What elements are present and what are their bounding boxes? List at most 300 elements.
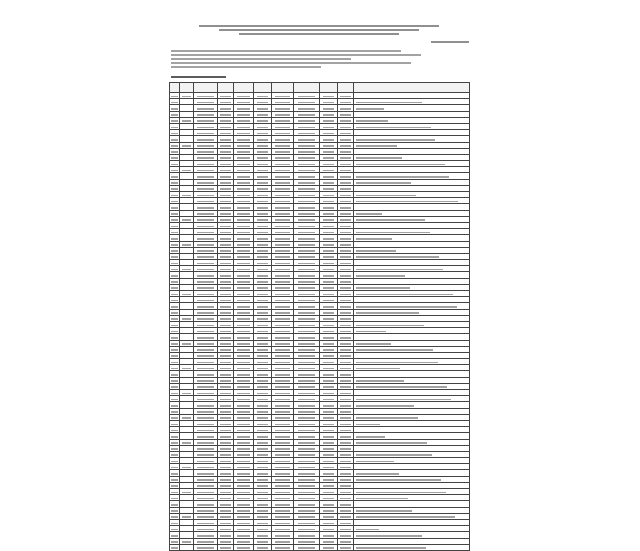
cell-text-placeholder	[340, 510, 351, 512]
cell-text-placeholder	[237, 318, 250, 320]
cell-text-placeholder	[257, 133, 269, 135]
cell-text-placeholder	[257, 176, 269, 178]
cell-text-placeholder	[197, 448, 213, 450]
cell-text-placeholder	[275, 325, 290, 327]
cell-text-placeholder	[237, 386, 250, 388]
cell-text-placeholder	[257, 374, 269, 376]
cell-text-placeholder	[220, 479, 231, 481]
cell-text-placeholder	[171, 355, 177, 357]
cell-text-placeholder	[237, 399, 250, 401]
cell-text-placeholder	[237, 411, 250, 413]
cell-text-placeholder	[171, 170, 177, 172]
cell-text-placeholder	[257, 120, 269, 122]
cell-text-placeholder	[323, 294, 335, 296]
cell-text-placeholder	[356, 238, 392, 240]
cell-text-placeholder	[340, 145, 351, 147]
cell-text-placeholder	[171, 120, 177, 122]
cell-text-placeholder	[323, 541, 335, 543]
cell-text-placeholder	[171, 417, 177, 419]
cell-text-placeholder	[257, 405, 269, 407]
cell-text-placeholder	[197, 207, 213, 209]
cell-text-placeholder	[298, 448, 316, 450]
cell-text-placeholder	[197, 226, 213, 228]
cell-text-placeholder	[298, 250, 316, 252]
cell-text-placeholder	[197, 281, 213, 283]
cell-text-placeholder	[220, 151, 231, 153]
cell-text-placeholder	[340, 151, 351, 153]
cell-text-placeholder	[257, 510, 269, 512]
cell-text-placeholder	[182, 368, 191, 370]
note-line-4	[171, 62, 411, 64]
cell-text-placeholder	[323, 250, 335, 252]
cell-text-placeholder	[257, 362, 269, 364]
cell-text-placeholder	[220, 238, 231, 240]
cell-text-placeholder	[220, 424, 231, 426]
cell-text-placeholder	[298, 368, 316, 370]
cell-text-placeholder	[171, 541, 177, 543]
cell-text-placeholder	[197, 250, 213, 252]
cell-text-placeholder	[197, 393, 213, 395]
cell-text-placeholder	[237, 485, 250, 487]
cell-text-placeholder	[237, 424, 250, 426]
cell-text-placeholder	[171, 349, 177, 351]
cell-text-placeholder	[356, 547, 426, 549]
cell-text-placeholder	[171, 281, 177, 283]
cell-text-placeholder	[275, 275, 290, 277]
cell-text-placeholder	[340, 318, 351, 320]
cell-text-placeholder	[257, 485, 269, 487]
cell-text-placeholder	[298, 424, 316, 426]
cell-text-placeholder	[275, 157, 290, 159]
cell-text-placeholder	[197, 300, 213, 302]
cell-text-placeholder	[220, 164, 231, 166]
cell-text-placeholder	[220, 157, 231, 159]
cell-text-placeholder	[323, 479, 335, 481]
cell-text-placeholder	[171, 343, 177, 345]
cell-text-placeholder	[171, 213, 177, 215]
table-header-row	[170, 83, 470, 93]
cell-text-placeholder	[275, 226, 290, 228]
cell-text-placeholder	[197, 96, 213, 98]
cell-text-placeholder	[356, 294, 453, 296]
cell-text-placeholder	[197, 492, 213, 494]
table-cell	[194, 544, 218, 550]
cell-text-placeholder	[197, 535, 213, 537]
cell-text-placeholder	[182, 145, 191, 147]
cell-text-placeholder	[298, 386, 316, 388]
cell-text-placeholder	[237, 454, 250, 456]
cell-text-placeholder	[340, 213, 351, 215]
cell-text-placeholder	[298, 164, 316, 166]
cell-text-placeholder	[220, 102, 231, 104]
cell-text-placeholder	[298, 436, 316, 438]
cell-text-placeholder	[275, 417, 290, 419]
cell-text-placeholder	[275, 306, 290, 308]
cell-text-placeholder	[340, 461, 351, 463]
cell-text-placeholder	[275, 547, 290, 549]
cell-text-placeholder	[323, 133, 335, 135]
transfer-exam-table	[169, 82, 470, 551]
cell-text-placeholder	[298, 380, 316, 382]
table-cell	[272, 544, 294, 550]
cell-text-placeholder	[356, 349, 433, 351]
cell-text-placeholder	[340, 473, 351, 475]
cell-text-placeholder	[197, 411, 213, 413]
cell-text-placeholder	[275, 300, 290, 302]
cell-text-placeholder	[298, 226, 316, 228]
cell-text-placeholder	[197, 368, 213, 370]
cell-text-placeholder	[171, 516, 177, 518]
cell-text-placeholder	[171, 510, 177, 512]
cell-text-placeholder	[237, 349, 250, 351]
cell-text-placeholder	[275, 461, 290, 463]
cell-text-placeholder	[298, 355, 316, 357]
cell-text-placeholder	[257, 516, 269, 518]
cell-text-placeholder	[323, 108, 335, 110]
cell-text-placeholder	[340, 523, 351, 525]
cell-text-placeholder	[237, 256, 250, 258]
cell-text-placeholder	[356, 436, 385, 438]
cell-text-placeholder	[340, 250, 351, 252]
cell-text-placeholder	[237, 325, 250, 327]
cell-text-placeholder	[257, 263, 269, 265]
table-cell	[338, 544, 354, 550]
note-line-1	[171, 50, 401, 52]
cell-text-placeholder	[182, 417, 191, 419]
cell-text-placeholder	[182, 393, 191, 395]
cell-text-placeholder	[197, 102, 213, 104]
table-cell	[170, 544, 180, 550]
cell-text-placeholder	[237, 133, 250, 135]
cell-text-placeholder	[220, 232, 231, 234]
cell-text-placeholder	[237, 393, 250, 395]
header-cell	[272, 83, 294, 93]
cell-text-placeholder	[220, 368, 231, 370]
cell-text-placeholder	[182, 442, 191, 444]
cell-text-placeholder	[275, 424, 290, 426]
cell-text-placeholder	[298, 182, 316, 184]
cell-text-placeholder	[323, 269, 335, 271]
cell-text-placeholder	[298, 454, 316, 456]
cell-text-placeholder	[171, 454, 177, 456]
cell-text-placeholder	[275, 479, 290, 481]
note-line-2	[171, 54, 421, 56]
cell-text-placeholder	[171, 473, 177, 475]
cell-text-placeholder	[257, 355, 269, 357]
cell-text-placeholder	[356, 201, 458, 203]
cell-text-placeholder	[275, 529, 290, 531]
cell-text-placeholder	[323, 362, 335, 364]
cell-text-placeholder	[323, 436, 335, 438]
cell-text-placeholder	[275, 454, 290, 456]
cell-text-placeholder	[275, 151, 290, 153]
cell-text-placeholder	[340, 275, 351, 277]
cell-text-placeholder	[257, 226, 269, 228]
cell-text-placeholder	[237, 362, 250, 364]
cell-text-placeholder	[298, 201, 316, 203]
cell-text-placeholder	[298, 417, 316, 419]
table-cell	[180, 544, 194, 550]
table-cell	[218, 544, 234, 550]
cell-text-placeholder	[220, 176, 231, 178]
cell-text-placeholder	[197, 201, 213, 203]
cell-text-placeholder	[171, 201, 177, 203]
table-cell	[320, 544, 338, 550]
cell-text-placeholder	[298, 256, 316, 258]
cell-text-placeholder	[356, 386, 447, 388]
cell-text-placeholder	[323, 405, 335, 407]
cell-text-placeholder	[323, 226, 335, 228]
cell-text-placeholder	[356, 102, 422, 104]
cell-text-placeholder	[323, 529, 335, 531]
cell-text-placeholder	[323, 318, 335, 320]
cell-text-placeholder	[220, 300, 231, 302]
cell-text-placeholder	[197, 114, 213, 116]
header-cell	[254, 83, 272, 93]
cell-text-placeholder	[220, 510, 231, 512]
cell-text-placeholder	[323, 498, 335, 500]
cell-text-placeholder	[237, 516, 250, 518]
cell-text-placeholder	[356, 498, 408, 500]
cell-text-placeholder	[356, 535, 422, 537]
cell-text-placeholder	[182, 195, 191, 197]
cell-text-placeholder	[257, 96, 269, 98]
cell-text-placeholder	[220, 355, 231, 357]
cell-text-placeholder	[171, 325, 177, 327]
cell-text-placeholder	[171, 294, 177, 296]
cell-text-placeholder	[197, 164, 213, 166]
cell-text-placeholder	[340, 399, 351, 401]
cell-text-placeholder	[237, 232, 250, 234]
cell-text-placeholder	[340, 349, 351, 351]
cell-text-placeholder	[298, 393, 316, 395]
cell-text-placeholder	[197, 467, 213, 469]
cell-text-placeholder	[257, 195, 269, 197]
cell-text-placeholder	[298, 492, 316, 494]
cell-text-placeholder	[275, 269, 290, 271]
cell-text-placeholder	[340, 127, 351, 129]
cell-text-placeholder	[356, 473, 399, 475]
cell-text-placeholder	[298, 244, 316, 246]
cell-text-placeholder	[171, 306, 177, 308]
cell-text-placeholder	[298, 479, 316, 481]
cell-text-placeholder	[237, 337, 250, 339]
cell-text-placeholder	[220, 349, 231, 351]
cell-text-placeholder	[257, 219, 269, 221]
cell-text-placeholder	[171, 96, 177, 98]
cell-text-placeholder	[340, 454, 351, 456]
cell-text-placeholder	[171, 238, 177, 240]
cell-text-placeholder	[257, 151, 269, 153]
cell-text-placeholder	[298, 263, 316, 265]
cell-text-placeholder	[171, 182, 177, 184]
cell-text-placeholder	[275, 195, 290, 197]
cell-text-placeholder	[171, 151, 177, 153]
cell-text-placeholder	[323, 399, 335, 401]
cell-text-placeholder	[171, 485, 177, 487]
cell-text-placeholder	[197, 380, 213, 382]
cell-text-placeholder	[197, 275, 213, 277]
cell-text-placeholder	[298, 300, 316, 302]
cell-text-placeholder	[197, 213, 213, 215]
cell-text-placeholder	[275, 386, 290, 388]
table-body	[170, 93, 470, 551]
cell-text-placeholder	[257, 269, 269, 271]
cell-text-placeholder	[220, 492, 231, 494]
cell-text-placeholder	[298, 133, 316, 135]
cell-text-placeholder	[257, 461, 269, 463]
cell-text-placeholder	[356, 362, 438, 364]
cell-text-placeholder	[298, 473, 316, 475]
cell-text-placeholder	[323, 219, 335, 221]
cell-text-placeholder	[257, 535, 269, 537]
cell-text-placeholder	[275, 510, 290, 512]
cell-text-placeholder	[275, 492, 290, 494]
cell-text-placeholder	[323, 467, 335, 469]
cell-text-placeholder	[298, 541, 316, 543]
cell-text-placeholder	[257, 448, 269, 450]
cell-text-placeholder	[171, 393, 177, 395]
cell-text-placeholder	[275, 96, 290, 98]
cell-text-placeholder	[197, 498, 213, 500]
cell-text-placeholder	[323, 145, 335, 147]
cell-text-placeholder	[298, 114, 316, 116]
cell-text-placeholder	[237, 492, 250, 494]
cell-text-placeholder	[356, 269, 443, 271]
cell-text-placeholder	[197, 442, 213, 444]
cell-text-placeholder	[197, 312, 213, 314]
cell-text-placeholder	[356, 479, 441, 481]
cell-text-placeholder	[257, 411, 269, 413]
cell-text-placeholder	[340, 547, 351, 549]
cell-text-placeholder	[220, 417, 231, 419]
cell-text-placeholder	[197, 127, 213, 129]
cell-text-placeholder	[323, 368, 335, 370]
cell-text-placeholder	[197, 188, 213, 190]
cell-text-placeholder	[237, 430, 250, 432]
cell-text-placeholder	[275, 473, 290, 475]
cell-text-placeholder	[323, 232, 335, 234]
cell-text-placeholder	[323, 374, 335, 376]
cell-text-placeholder	[340, 269, 351, 271]
cell-text-placeholder	[197, 232, 213, 234]
cell-text-placeholder	[340, 380, 351, 382]
cell-text-placeholder	[298, 504, 316, 506]
cell-text-placeholder	[356, 454, 432, 456]
header-cell	[294, 83, 320, 93]
cell-text-placeholder	[220, 473, 231, 475]
cell-text-placeholder	[171, 479, 177, 481]
cell-text-placeholder	[220, 263, 231, 265]
cell-text-placeholder	[298, 170, 316, 172]
cell-text-placeholder	[257, 213, 269, 215]
cell-text-placeholder	[220, 448, 231, 450]
cell-text-placeholder	[257, 337, 269, 339]
cell-text-placeholder	[340, 102, 351, 104]
cell-text-placeholder	[275, 318, 290, 320]
cell-text-placeholder	[323, 244, 335, 246]
cell-text-placeholder	[356, 256, 439, 258]
cell-text-placeholder	[220, 498, 231, 500]
cell-text-placeholder	[220, 541, 231, 543]
cell-text-placeholder	[237, 479, 250, 481]
cell-text-placeholder	[171, 492, 177, 494]
cell-text-placeholder	[298, 343, 316, 345]
cell-text-placeholder	[220, 454, 231, 456]
cell-text-placeholder	[197, 331, 213, 333]
cell-text-placeholder	[257, 318, 269, 320]
cell-text-placeholder	[275, 102, 290, 104]
cell-text-placeholder	[257, 529, 269, 531]
cell-text-placeholder	[275, 201, 290, 203]
cell-text-placeholder	[275, 516, 290, 518]
cell-text-placeholder	[275, 349, 290, 351]
cell-text-placeholder	[340, 139, 351, 141]
cell-text-placeholder	[171, 275, 177, 277]
cell-text-placeholder	[340, 306, 351, 308]
document-date	[431, 41, 469, 43]
cell-text-placeholder	[220, 108, 231, 110]
cell-text-placeholder	[340, 430, 351, 432]
cell-text-placeholder	[220, 120, 231, 122]
cell-text-placeholder	[171, 108, 177, 110]
cell-text-placeholder	[356, 492, 446, 494]
cell-text-placeholder	[257, 424, 269, 426]
cell-text-placeholder	[356, 213, 382, 215]
cell-text-placeholder	[171, 195, 177, 197]
cell-text-placeholder	[275, 176, 290, 178]
cell-text-placeholder	[275, 188, 290, 190]
cell-text-placeholder	[340, 479, 351, 481]
cell-text-placeholder	[323, 393, 335, 395]
cell-text-placeholder	[220, 219, 231, 221]
cell-text-placeholder	[182, 170, 191, 172]
cell-text-placeholder	[237, 541, 250, 543]
cell-text-placeholder	[323, 139, 335, 141]
cell-text-placeholder	[356, 424, 380, 426]
cell-text-placeholder	[257, 368, 269, 370]
cell-text-placeholder	[197, 529, 213, 531]
cell-text-placeholder	[197, 256, 213, 258]
cell-text-placeholder	[257, 232, 269, 234]
cell-text-placeholder	[298, 306, 316, 308]
cell-text-placeholder	[220, 374, 231, 376]
cell-text-placeholder	[220, 535, 231, 537]
cell-text-placeholder	[220, 405, 231, 407]
cell-text-placeholder	[197, 436, 213, 438]
cell-text-placeholder	[220, 139, 231, 141]
cell-text-placeholder	[275, 164, 290, 166]
cell-text-placeholder	[356, 368, 400, 370]
cell-text-placeholder	[340, 405, 351, 407]
cell-text-placeholder	[257, 145, 269, 147]
cell-text-placeholder	[257, 164, 269, 166]
cell-text-placeholder	[275, 380, 290, 382]
cell-text-placeholder	[257, 188, 269, 190]
cell-text-placeholder	[171, 250, 177, 252]
cell-text-placeholder	[323, 151, 335, 153]
cell-text-placeholder	[323, 516, 335, 518]
cell-text-placeholder	[275, 256, 290, 258]
cell-text-placeholder	[275, 331, 290, 333]
cell-text-placeholder	[237, 510, 250, 512]
cell-text-placeholder	[171, 399, 177, 401]
cell-text-placeholder	[340, 417, 351, 419]
cell-text-placeholder	[356, 219, 425, 221]
cell-text-placeholder	[220, 306, 231, 308]
cell-text-placeholder	[182, 269, 191, 271]
cell-text-placeholder	[323, 300, 335, 302]
